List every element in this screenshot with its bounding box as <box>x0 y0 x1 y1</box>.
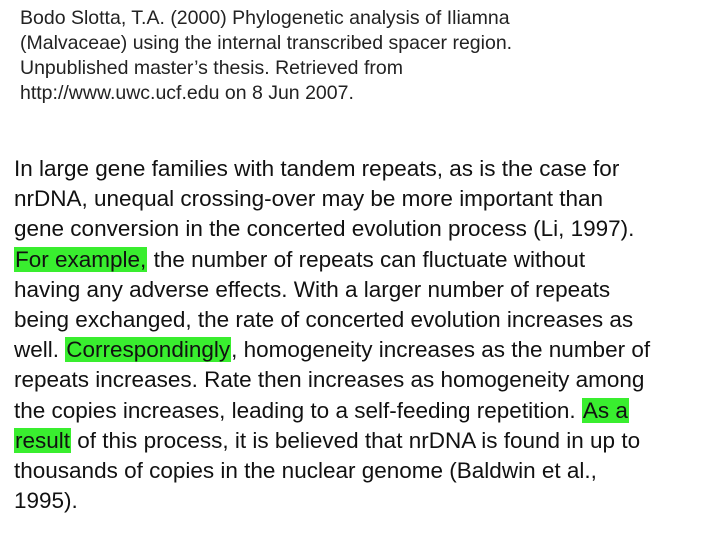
passage-text: the copies increases, leading to a self-feeding repetition. <box>14 397 582 423</box>
passage-line <box>14 396 714 426</box>
passage-line <box>14 426 714 456</box>
highlighted-transition-phrase: As a <box>582 397 628 423</box>
passage-text: In large gene families with tandem repeats, as is the case for <box>14 156 620 181</box>
passage-line <box>14 154 714 184</box>
passage-text: repeats increases. Rate then increases as homogeneity among <box>14 367 645 393</box>
passage-line <box>14 214 714 244</box>
passage-line <box>14 486 714 516</box>
passage-text: , homogeneity increases as the number of <box>231 337 651 363</box>
highlighted-transition-phrase: result <box>15 427 71 453</box>
passage-line <box>14 184 714 214</box>
highlighted-transition-phrase: For example, <box>15 246 147 272</box>
passage-text: 1995). <box>14 488 78 514</box>
citation-line: Unpublished master’s thesis. Retrieved from <box>20 57 403 79</box>
passage-text: nrDNA, unequal crossing-over may be more important than <box>14 186 604 212</box>
body-passage <box>14 154 714 516</box>
passage-text: thousands of copies in the nuclear genome (Baldwin et al., <box>14 457 597 483</box>
passage-line <box>14 365 714 395</box>
highlighted-transition-phrase: Correspondingly <box>66 337 231 363</box>
passage-text: of this process, it is believed that nrDNA is found in up to <box>71 427 641 453</box>
passage-line <box>14 245 714 275</box>
passage-text: gene conversion in the concerted evolution process (Li, 1997). <box>14 216 635 242</box>
passage-text: well. <box>14 337 66 363</box>
passage-text: having any adverse effects. With a larger number of repeats <box>14 276 611 302</box>
citation-line: Bodo Slotta, T.A. (2000) Phylogenetic analysis of Iliamna <box>20 7 510 29</box>
passage-line <box>14 335 714 365</box>
passage-line <box>14 456 714 486</box>
passage-line <box>14 305 714 335</box>
citation-line: (Malvaceae) using the internal transcribed spacer region. <box>20 32 513 54</box>
passage-text: the number of repeats can fluctuate without <box>147 246 586 272</box>
citation-line: http://www.uwc.ucf.edu on 8 Jun 2007. <box>20 82 354 104</box>
passage-line <box>14 275 714 305</box>
citation-block <box>20 6 700 106</box>
passage-text: being exchanged, the rate of concerted evolution increases as <box>14 306 634 332</box>
